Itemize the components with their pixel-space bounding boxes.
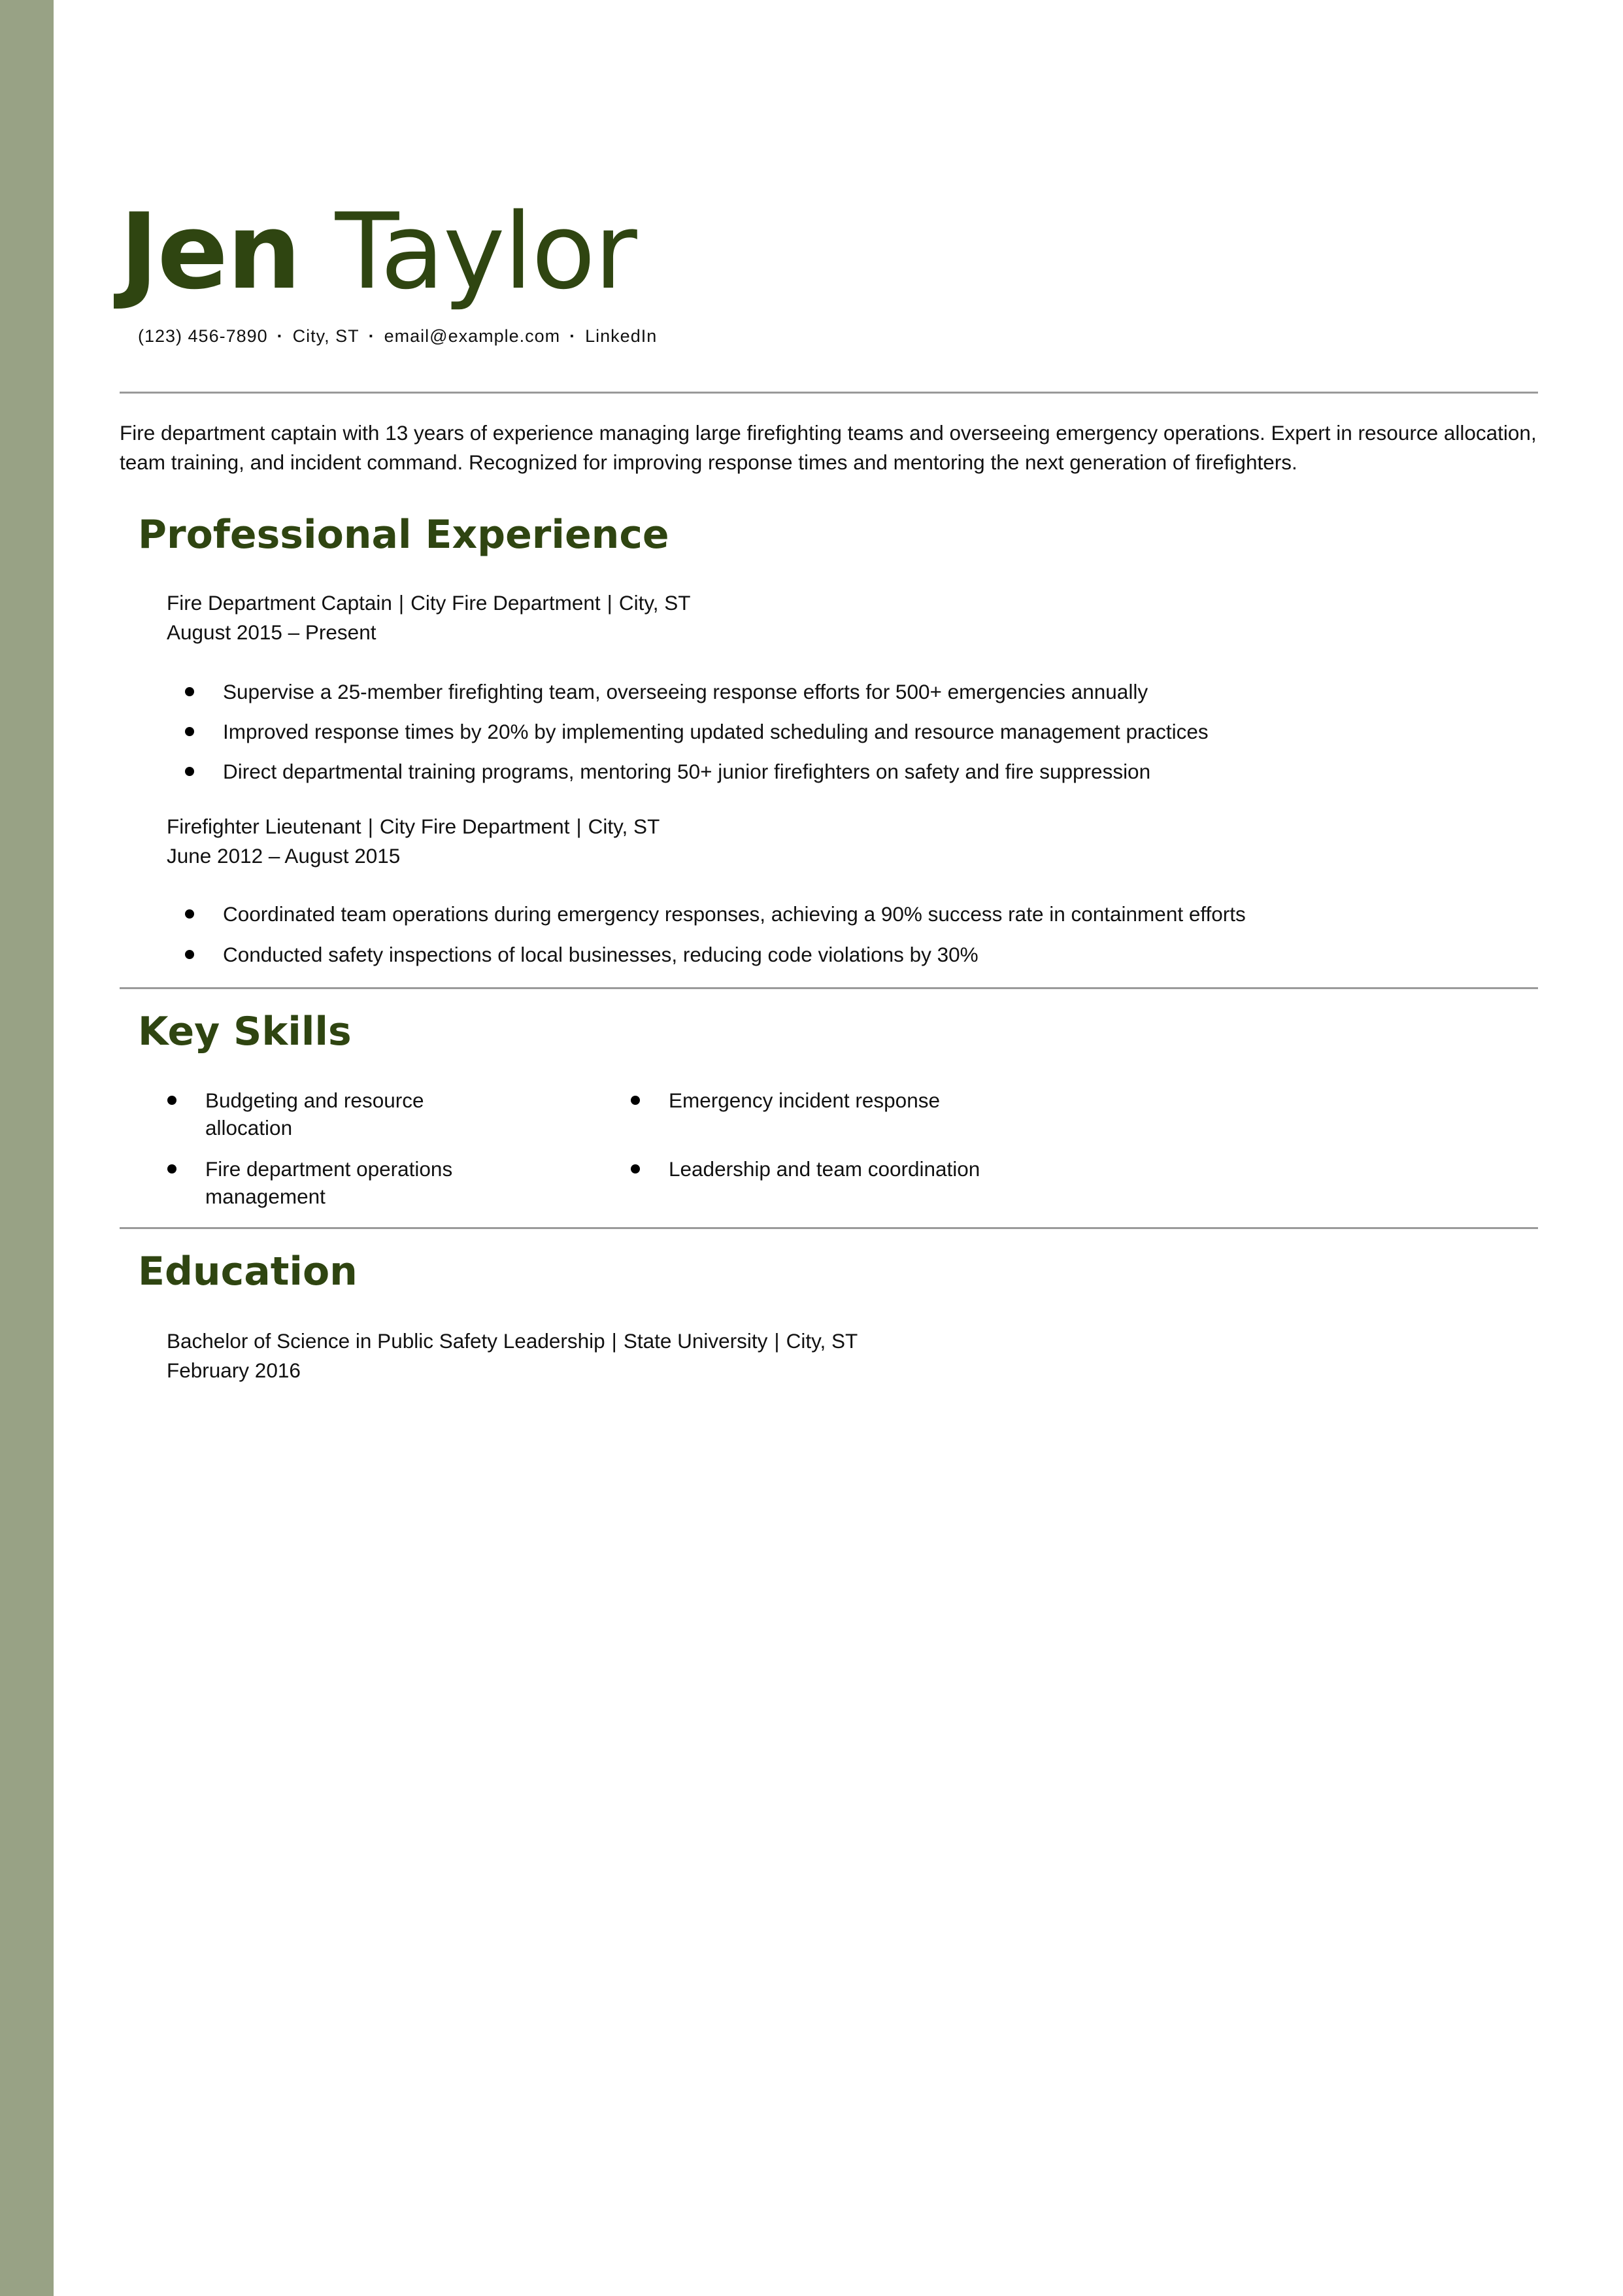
job-employer: City Fire Department [410,591,601,615]
job-title: Firefighter Lieutenant [167,815,361,838]
bullet-text: Improved response times by 20% by implementing updated scheduling and resource management practices [223,720,1209,743]
bullet-text: Coordinated team operations during emergency responses, achieving a 90% success rate in containment efforts [223,902,1246,926]
job-title-line [167,812,660,841]
pipe-separator: | [576,815,582,838]
last-name: Taylor [335,190,636,312]
bullet-text: Conducted safety inspections of local businesses, reducing code violations by 30% [223,943,979,966]
job-dates: August 2015 – Present [167,620,376,644]
pipe-separator: | [398,591,405,615]
section-heading-experience: Professional Experience [138,512,669,558]
job-location: City, ST [618,591,691,615]
skill-text: Fire department operations management [205,1157,453,1208]
bullet-text: Direct departmental training programs, mentoring 50+ junior firefighters on safety and fire suppression [223,760,1151,783]
contact-email[interactable]: email@example.com [384,326,561,346]
section-heading-education: Education [138,1249,358,1294]
first-name: Jen [120,190,300,312]
job-title: Fire Department Captain [167,591,392,615]
skill-item [669,1087,1061,1114]
pipe-separator: | [611,1329,617,1353]
bullet-dot [185,727,194,736]
bullet-dot [167,1096,176,1105]
skill-text: Leadership and team coordination [669,1157,980,1181]
bullet-dot [185,950,194,959]
skill-text: Emergency incident response [669,1089,940,1112]
summary-text: Fire department captain with 13 years of experience managing large firefighting teams and overseeing emergency operations. Expert in resource allocation, team training, and incident command. Recognized for improving response times and mentoring the next generation of firefighters. [120,421,1537,474]
bullet-dot [185,687,194,696]
divider [120,392,1538,394]
pipe-separator: | [607,591,612,615]
bullet-dot [185,909,194,919]
job-title-line [167,588,691,617]
skill-text: Budgeting and resource allocation [205,1089,424,1140]
bullet-dot [185,767,194,776]
skill-item [669,1155,1061,1183]
section-heading-skills: Key Skills [138,1009,352,1055]
bullet-item [223,677,1148,706]
bullet-item [223,940,979,969]
contact-phone: (123) 456-7890 [138,326,268,346]
education-date: February 2016 [167,1359,301,1382]
skill-item [205,1155,493,1210]
bullet-item [223,900,1246,928]
school: State University [623,1329,768,1353]
candidate-name [120,190,636,314]
contact-separator: · [368,326,375,346]
bullet-dot [631,1096,640,1105]
bullet-dot [167,1164,176,1173]
divider [120,1227,1538,1229]
job-dates: June 2012 – August 2015 [167,844,401,868]
job-employer: City Fire Department [379,815,570,838]
education-line [167,1326,858,1355]
divider [120,987,1538,989]
job-location: City, ST [588,815,660,838]
contact-location: City, ST [292,326,360,346]
sidebar-accent-bar [0,0,54,2296]
bullet-item [223,717,1209,746]
bullet-dot [631,1164,640,1173]
skill-item [205,1087,493,1141]
bullet-text: Supervise a 25-member firefighting team, overseeing response efforts for 500+ emergencies annually [223,680,1148,703]
contact-line [138,324,657,348]
school-location: City, ST [786,1329,858,1353]
contact-separator: · [276,326,284,346]
degree: Bachelor of Science in Public Safety Leadership [167,1329,605,1353]
contact-linkedin[interactable]: LinkedIn [585,326,658,346]
bullet-item [223,757,1150,786]
pipe-separator: | [774,1329,780,1353]
pipe-separator: | [367,815,373,838]
contact-separator: · [569,326,577,346]
